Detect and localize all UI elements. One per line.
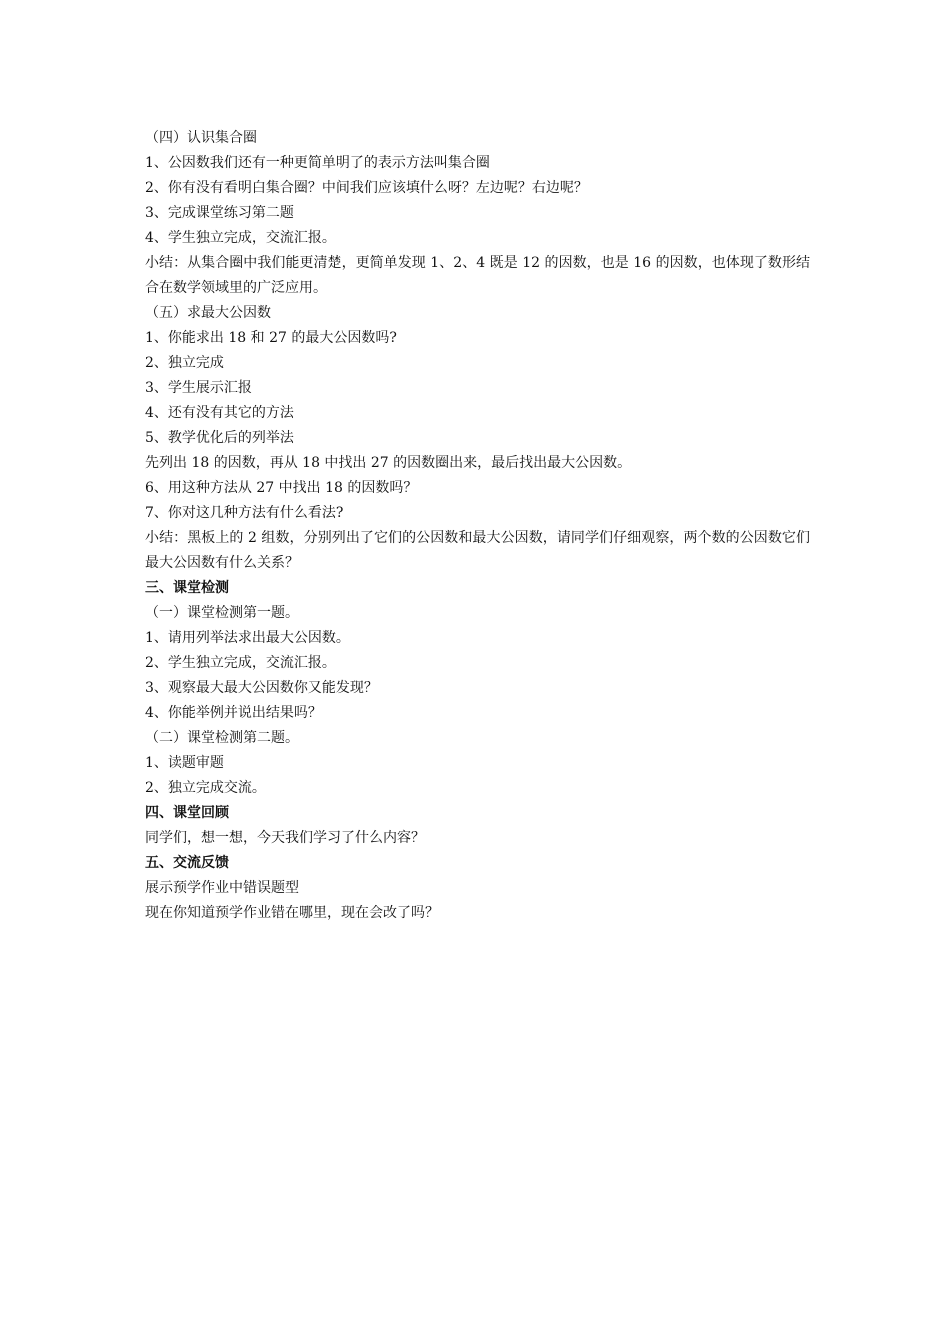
subsection-heading: （一）课堂检测第一题。	[145, 605, 299, 621]
list-item: 4、还有没有其它的方法	[145, 405, 294, 421]
summary-paragraph: 小结：从集合圈中我们能更清楚，更简单发现 1、2、4 既是 12 的因数，也是 16 的因数，也体现了数形结合在数学领域里的广泛应用。	[145, 255, 810, 296]
list-item: 5、教学优化后的列举法	[145, 430, 294, 446]
list-item: 3、学生展示汇报	[145, 380, 252, 396]
list-item: 2、独立完成交流。	[145, 780, 266, 796]
subsection-heading: （二）课堂检测第二题。	[145, 730, 299, 746]
section-heading-venn-diagram: （四）认识集合圈	[145, 130, 257, 146]
list-item: 1、你能求出 18 和 27 的最大公因数吗?	[145, 330, 397, 346]
body-text-line: 展示预学作业中错误题型	[145, 880, 299, 896]
summary-paragraph: 小结：黑板上的 2 组数，分别列出了它们的公因数和最大公因数，请同学们仔细观察，两个数的公因数它们最大公因数有什么关系？	[145, 530, 810, 571]
list-item: 2、独立完成	[145, 355, 224, 371]
major-heading-feedback: 五、交流反馈	[145, 855, 229, 871]
list-item: 2、你有没有看明白集合圈？中间我们应该填什么呀？左边呢？右边呢？	[145, 180, 588, 196]
body-text-line: 同学们，想一想，今天我们学习了什么内容？	[145, 830, 425, 846]
list-item: 1、请用列举法求出最大公因数。	[145, 630, 350, 646]
list-item: 4、你能举例并说出结果吗？	[145, 705, 322, 721]
list-item: 7、你对这几种方法有什么看法?	[145, 505, 344, 521]
list-item: 4、学生独立完成，交流汇报。	[145, 230, 336, 246]
body-text-line: 现在你知道预学作业错在哪里，现在会改了吗？	[145, 905, 439, 921]
body-text-line: 先列出 18 的因数，再从 18 中找出 27 的因数圈出来，最后找出最大公因数。	[145, 455, 632, 471]
document-page	[145, 126, 810, 926]
section-heading-gcd: （五）求最大公因数	[145, 305, 271, 321]
list-item: 6、用这种方法从 27 中找出 18 的因数吗？	[145, 480, 418, 496]
major-heading-review: 四、课堂回顾	[145, 805, 229, 821]
major-heading-classroom-test: 三、课堂检测	[145, 580, 229, 596]
list-item: 3、完成课堂练习第二题	[145, 205, 294, 221]
list-item: 1、公因数我们还有一种更简单明了的表示方法叫集合圈	[145, 155, 490, 171]
list-item: 1、读题审题	[145, 755, 224, 771]
list-item: 2、学生独立完成，交流汇报。	[145, 655, 336, 671]
list-item: 3、观察最大最大公因数你又能发现？	[145, 680, 378, 696]
